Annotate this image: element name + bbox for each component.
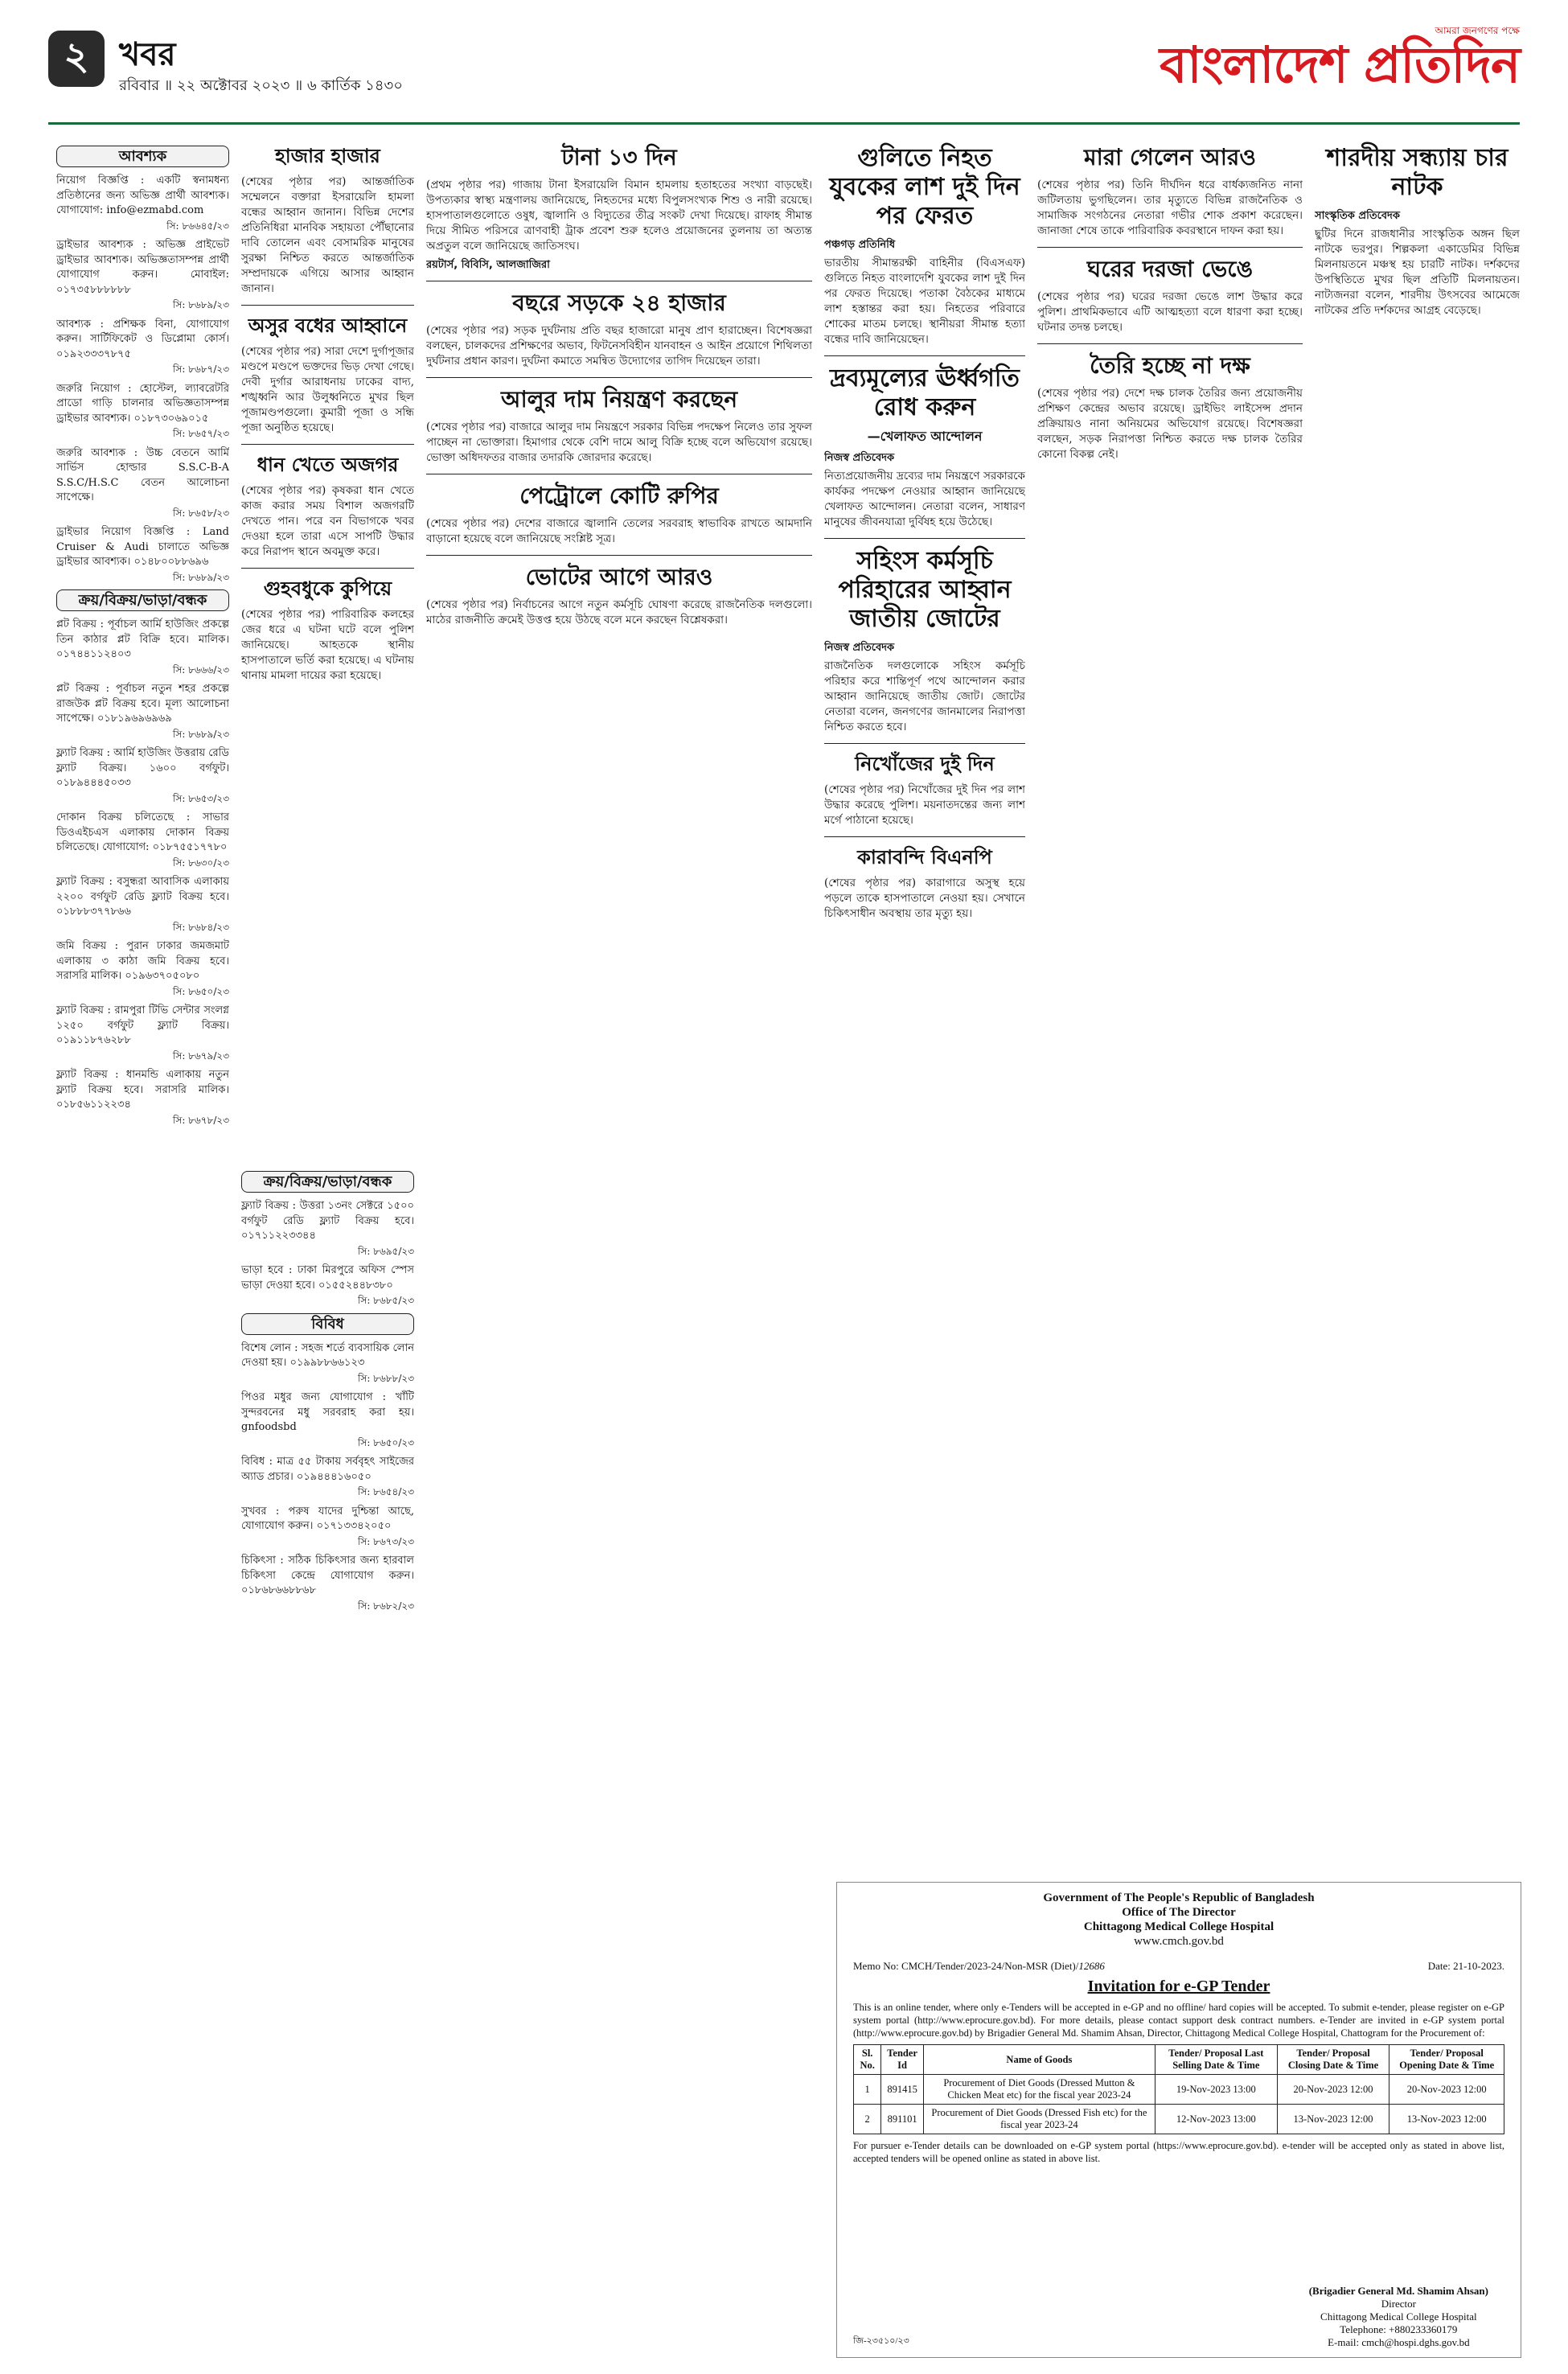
story-body: (শেষের পৃষ্ঠার পর) সারা দেশে দুর্গাপূজার মণ্ডপে মণ্ডপে ভক্তদের ভিড় দেখা গেছে। দেবী দুর্গার আরাধনায় ঢাকের বাদ্য, শঙ্খধ্বনি আর উলুধ্বনিতে মুখর ছিল পূজামণ্ডপগুলো। কুমারী পূজা ও সন্ধি পূজা অনুষ্ঠিত হয়েছে।: [241, 345, 414, 434]
byline: নিজস্ব প্রতিবেদক: [824, 642, 895, 654]
divider: [426, 555, 812, 556]
dateline: রবিবার ॥ ২২ অক্টোবর ২০২৩ ॥ ৬ কার্তিক ১৪৩০: [119, 77, 403, 94]
classified-ad: চিকিৎসা : সঠিক চিকিৎসার জন্য হারবাল চিকিৎসা কেন্দ্রে যোগাযোগ করুন। ০১৮৬৮৬৬৮৮৬৮ সি: ৮৬৮২/২৩: [241, 1555, 414, 1612]
classified-ad: ফ্ল্যাট বিক্রয় : রামপুরা টিভি সেন্টার সংলগ্ন ১২৫০ বর্গফুট ফ্ল্যাট বিক্রয়। ০১৯১১৮৭৬২৮৮ সি: ৮৬৭৯/২৩: [56, 1004, 229, 1062]
tender-header-cell: Tender Id: [881, 2045, 924, 2075]
classified-ad: আবশ্যক : প্রশিক্ষক বিনা, যোগাযোগ করুন। সার্টিফিকেট ও ডিপ্লোমা কোর্স। ০১৯২৩৩৩৭৮৭৫ সি: ৮৬৮৭/২৩: [56, 318, 229, 375]
tender-signature: (Brigadier General Md. Shamim Ahsan) Director Chittagong Medical College Hospital Telephone: +880233360179 E-mail: cmch@hospi.dghs.gov.bd: [1308, 2285, 1488, 2348]
masthead-rule: [48, 122, 1520, 125]
newspaper-logo: [1102, 24, 1520, 113]
headline-petrol: পেট্রোলে কোটি রুপির: [519, 483, 719, 509]
tender-date: Date: 21-10-2023.: [1427, 1960, 1504, 1972]
headline-alu: আলুর দাম নিয়ন্ত্রণ করছেন: [500, 386, 738, 413]
story-body: ভারতীয় সীমান্তরক্ষী বাহিনীর (বিএসএফ) গুলিতে নিহত বাংলাদেশি যুবকের লাশ দুই দিন পর ফেরত দিয়েছে। পতাকা বৈঠকের মাধ্যমে লাশ হস্তান্তর করা হয়। নিহতের পরিবারে শোকের মাতম চলছে। স্থানীয়রা সীমান্ত হত্যা বন্ধের দাবি জানিয়েছেন।: [824, 257, 1025, 346]
classified-ad: নিয়োগ বিজ্ঞপ্তি : একটি স্বনামধন্য প্রতিষ্ঠানের জন্য অভিজ্ঞ প্রার্থী আবশ্যক। যোগাযোগ: info@ezmabd.com সি: ৮৬৬৪৫/২৩: [56, 175, 229, 232]
headline-voter-age: ভোটের আগে আরও: [525, 564, 713, 590]
headline-asur: অসুর বধের আহ্বানে: [248, 314, 408, 337]
story-body: (শেষের পৃষ্ঠার পর) তিনি দীর্ঘদিন ধরে বার্ধক্যজনিত নানা জটিলতায় ভুগছিলেন। তার মৃত্যুতে বিভিন্ন রাজনৈতিক ও সামাজিক সংগঠনের নেতারা গভীর শোক প্রকাশ করেছেন। জানাজা শেষে তাকে পারিবারিক কবরস্থানে দাফন করা হয়।: [1037, 179, 1303, 237]
tender-cell: 1: [854, 2075, 881, 2105]
byline: সাংস্কৃতিক প্রতিবেদক: [1315, 210, 1400, 222]
divider: [241, 444, 414, 445]
byline: নিজস্ব প্রতিবেদক: [824, 452, 895, 464]
divider: [824, 743, 1025, 744]
divider: [824, 538, 1025, 539]
headline-tana-13-din: টানা ১৩ দিন: [561, 144, 677, 170]
tender-meta: [853, 1960, 1504, 1973]
tender-cell: Procurement of Diet Goods (Dressed Fish etc) for the fiscal year 2023-24: [923, 2105, 1155, 2134]
headline-sarok: বছরে সড়কে ২৪ হাজার: [512, 290, 726, 316]
headline-sharodiyo: শারদীয় সন্ধ্যায় চার নাটক: [1326, 144, 1508, 201]
page-number: ২: [48, 31, 105, 87]
tender-cell: Procurement of Diet Goods (Dressed Mutton & Chicken Meat etc) for the fiscal year 2023-24: [923, 2075, 1155, 2105]
headline-guhobodhu: গুহবধুকে কুপিয়ে: [263, 577, 392, 600]
classified-heading-sale: ক্রয়/বিক্রয়/ভাড়া/বন্ধক: [56, 589, 229, 611]
classified-ad: প্লট বিক্রয় : পূর্বাচল নতুন শহর প্রকল্পে রাজউক প্লট বিক্রয় হবে। মূল্য আলোচনা সাপেক্ষে। ০১৮১৯৬৯৬৯৬৯ সি: ৮৬৮৯/২৩: [56, 683, 229, 740]
tender-header-cell: Sl. No.: [854, 2045, 881, 2075]
tender-ref: জি-২৩৫১০/২৩: [853, 2336, 909, 2346]
headline-nikhoj: নিখোঁজের দুই দিন: [855, 753, 995, 775]
headline-attribution: —খেলাফত আন্দোলন: [867, 429, 983, 444]
classified-ad: পিওর মধুর জন্য যোগাযোগ : খাঁটি সুন্দরবনের মধু সরবরাহ করা হয়। gnfoodsbd সি: ৮৬৫০/২৩: [241, 1391, 414, 1448]
classified-ad: ফ্ল্যাট বিক্রয় : বসুন্ধরা আবাসিক এলাকায় ২২০০ বর্গফুট রেডি ফ্ল্যাট বিক্রয় হবে। ০১৮৮৮৩৭৭৮৬৬ সি: ৮৬৮৪/২৩: [56, 876, 229, 933]
story-body: (শেষের পৃষ্ঠার পর) বাজারে আলুর দাম নিয়ন্ত্রণে সরকার বিভিন্ন পদক্ষেপ নিলেও তার সুফল পাচ্ছেন না ভোক্তারা। হিমাগার থেকে বেশি দামে আলু বিক্রি হচ্ছে বলে অভিযোগ রয়েছে। ভোক্তা অধিদফতর বাজার তদারকি জোরদার করেছে।: [426, 421, 812, 464]
tender-cell: 2: [854, 2105, 881, 2134]
headline-guli: গুলিতে নিহত যুবকের লাশ দুই দিন পর ফেরত: [829, 144, 1020, 230]
classified-heading-needed: আবশ্যক: [56, 146, 229, 167]
story-body: (শেষের পৃষ্ঠার পর) দেশের বাজারে জ্বালানি তেলের সরবরাহ স্বাভাবিক রাখতে আমদানি বাড়ানো হয়েছে বলে জানিয়েছে সংশ্লিষ্ট সূত্র।: [426, 517, 812, 545]
story-body: রাজনৈতিক দলগুলোকে সহিংস কর্মসূচি পরিহার করে শান্তিপূর্ণ পথে আন্দোলন করার আহ্বান জানিয়েছে জাতীয় জোট। জোটের নেতারা বলেন, জনগণের জানমালের নিরাপত্তা নিশ্চিত করতে হবে।: [824, 659, 1025, 733]
classified-ad: দোকান বিক্রয় চলিতেছে : সাভার ডিওএইচএস এলাকায় দোকান বিক্রয় চলিতেছে। যোগাযোগ: ০১৮৭৫৫১৭৭৮০ সি: ৮৬৩০/২৩: [56, 811, 229, 869]
tender-cell: 891101: [881, 2105, 924, 2134]
classified-ad: প্লট বিক্রয় : পূর্বাচল আর্মি হাউজিং প্রকল্পে তিন কাঠার প্লট বিক্রি হবে। মালিক। ০১৭৪৪১১২৪০৩ সি: ৮৬৬৬/২৩: [56, 618, 229, 676]
tender-cell: 19-Nov-2023 13:00: [1155, 2075, 1277, 2105]
headline-ajgor: ধান খেতে অজগর: [257, 454, 399, 476]
classified-ad: জরুরি নিয়োগ : হোস্টেল, ল্যাবরেটরি প্রাডো গাড়ি চালনার অভিজ্ঞতাসম্পন্ন ড্রাইভার আবশ্যক। ০১৮৭৩০৬৯০১৫ সি: ৮৬৫৭/২৩: [56, 382, 229, 439]
divider: [241, 568, 414, 569]
story-subhead: রয়টার্স, বিবিসি, আলজাজিরা: [426, 259, 550, 271]
divider: [1037, 343, 1303, 344]
divider: [824, 355, 1025, 356]
divider: [1037, 247, 1303, 248]
classifieds-column: [56, 141, 229, 2360]
story-body: (শেষের পৃষ্ঠার পর) কৃষকরা ধান খেতে কাজ করার সময় বিশাল অজগরটি দেখতে পান। পরে বন বিভাগকে খবর দেওয়া হলে তারা এসে সাপটি উদ্ধার করে নিরাপদ স্থানে অবমুক্ত করে।: [241, 484, 414, 558]
column-2-classifieds: [241, 1166, 414, 2356]
byline: পঞ্চগড় প্রতিনিধি: [824, 239, 896, 251]
story-body: (প্রথম পৃষ্ঠার পর) গাজায় টানা ইসরায়েলি বিমান হামলায় হতাহতের সংখ্যা বাড়ছেই। উপত্যকার স্বাস্থ্য মন্ত্রণালয় জানিয়েছে, নিহতদের মধ্যে বিপুলসংখ্যক শিশু ও নারী রয়েছে। হাসপাতালগুলোতে ওষুধ, জ্বালানি ও বিদ্যুতের তীব্র সংকট দেখা দিয়েছে। রাফাহ সীমান্ত দিয়ে সীমিত পরিসরে ত্রাণবাহী ট্রাক প্রবেশ শুরু হলেও প্রয়োজনের তুলনায় তা অত্যন্ত অপ্রতুল বলে জানিয়েছে জাতিসংঘ।: [426, 179, 812, 253]
column-3-stories: [426, 141, 812, 2360]
story-body: (শেষের পৃষ্ঠার পর) সড়ক দুর্ঘটনায় প্রতি বছর হাজারো মানুষ প্রাণ হারাচ্ছেন। বিশেষজ্ঞরা বলছেন, চালকদের প্রশিক্ষণের অভাব, ফিটনেসবিহীন যানবাহন ও আইন প্রয়োগে শিথিলতা দুর্ঘটনার প্রধান কারণ। দুর্ঘটনা কমাতে সমন্বিত উদ্যোগের তাগিদ দিয়েছেন তারা।: [426, 324, 812, 368]
classified-ad: বিশেষ লোন : সহজ শর্তে ব্যবসায়িক লোন দেওয়া হয়। ০১৯৯৮৮৬৬১২৩ সি: ৮৬৮৮/২৩: [241, 1341, 414, 1384]
logo-name: বাংলাদেশ প্রতিদিন: [1160, 35, 1520, 94]
classified-ad: ফ্ল্যাট বিক্রয় : আর্মি হাউজিং উত্তরায় রেডি ফ্ল্যাট বিক্রয়। ১৬০০ বর্গফুট। ০১৮৯৪৪৪৫০৩৩ সি: ৮৬৫৩/২৩: [56, 747, 229, 804]
tender-gov: Government of The People's Republic of Bangladesh Office of The Director Chittagong Medical College Hospital www.cmch.gov.bd: [1043, 1891, 1315, 1948]
classified-ad: জরুরি আবশ্যক : উচ্চ বেতনে আর্মি সার্ভিস হোল্ডার S.S.C-B-A S.S.C/H.S.C বেতন আলোচনা সাপেক্ষে। সি: ৮৬৫৮/২৩: [56, 446, 229, 519]
headline-mara-gelen: মারা গেলেন আরও: [1084, 144, 1256, 170]
tender-cell: 13-Nov-2023 12:00: [1389, 2105, 1504, 2134]
section-title: খবর: [119, 36, 176, 73]
classified-ad: সুখবর : পরুষ যাদের দুশ্চিন্তা আছে, যোগাযোগ করুন। ০১৭১৩৩৪২০৫০ সি: ৮৬৭৩/২৩: [241, 1505, 414, 1547]
headline-ghorer-dorja: ঘরের দরজা ভেঙে: [1086, 256, 1254, 282]
classified-ad: জমি বিক্রয় : পুরান ঢাকার জমজমাট এলাকায় ৩ কাঠা জমি বিক্রয় হবে। সরাসরি মালিক। ০১৯৬৩৭০৫০৮০ সি: ৮৬৫০/২৩: [56, 940, 229, 997]
divider: [241, 305, 414, 306]
classified-heading-sale: ক্রয়/বিক্রয়/ভাড়া/বন্ধক: [241, 1171, 414, 1193]
column-6-stories: [1315, 141, 1520, 1870]
column-5-stories: [1037, 141, 1303, 1870]
column-2-stories: [241, 141, 414, 1162]
tender-table: [853, 2044, 1504, 2134]
headline-hajar: হাজার হাজার: [275, 145, 380, 167]
story-body: (শেষের পৃষ্ঠার পর) দেশে দক্ষ চালক তৈরির জন্য প্রয়োজনীয় প্রশিক্ষণ কেন্দ্রের অভাব রয়েছে। ড্রাইভিং লাইসেন্স প্রদান প্রক্রিয়ায়ও নানা অনিয়মের অভিযোগ রয়েছে। বিশেষজ্ঞরা বলছেন, সড়ক নিরাপত্তা নিশ্চিত করতে দক্ষ চালক তৈরির কোনো বিকল্প নেই।: [1037, 387, 1303, 461]
tender-notice: [836, 1882, 1521, 2358]
tender-footer: For pursuer e-Tender details can be downloaded on e-GP system portal (https://www.eprocure.gov.bd). e-tender will be accepted only as stated in above list, accepted tenders will be opened online as stated in above list.: [853, 2140, 1504, 2164]
headline-dokkho: তৈরি হচ্ছে না দক্ষ: [1090, 352, 1250, 379]
tender-row: [854, 2105, 1504, 2134]
headline-drobbomulya: দ্রব্যমূল্যের ঊর্ধ্বগতি রোধ করুন: [830, 364, 1020, 421]
tender-row: [854, 2075, 1504, 2105]
headline-karabondi: কারাবন্দি বিএনপি: [857, 846, 992, 869]
divider: [824, 836, 1025, 837]
logo-tagline: আমরা জনগণের পক্ষে: [1435, 25, 1520, 36]
classified-ad: ভাড়া হবে : ঢাকা মিরপুরে অফিস স্পেস ভাড়া দেওয়া হবে। ০১৫৫২৪৪৮৩৮০ সি: ৮৬৮৫/২৩: [241, 1264, 414, 1306]
tender-cell: 20-Nov-2023 12:00: [1389, 2075, 1504, 2105]
tender-header-cell: Tender/ Proposal Last Selling Date & Time: [1155, 2045, 1277, 2075]
story-body: (শেষের পৃষ্ঠার পর) আন্তর্জাতিক সম্মেলনে বক্তারা ইসরায়েলি হামলা বন্ধের আহ্বান জানান। বিভিন্ন দেশের প্রতিনিধিরা মানবিক সহায়তা পৌঁছানোর দাবি তোলেন এবং বেসামরিক মানুষের সুরক্ষা নিশ্চিত করতে আন্তর্জাতিক সম্প্রদায়কে এগিয়ে আসার আহ্বান জানান।: [241, 175, 414, 295]
tender-intro: This is an online tender, where only e-Tenders will be accepted in e-GP and no offline/ hard copies will be accepted. To submit e-tender, please register on e-GP system portal (http://www.eprocure.gov.bd). For more details, please contact support desk contract numbers. e-Tender are invited in e-GP system portal (http://www.eprocure.gov.bd) by Brigadier General Md. Shamim Ahsan, Director, Chittagong Medical College Hospital, Chattogram for the Procurement of:: [853, 2002, 1504, 2039]
tender-cell: 13-Nov-2023 12:00: [1277, 2105, 1389, 2134]
classified-ad: বিবিধ : মাত্র ৫৫ টাকায় সর্ববৃহৎ সাইজের অ্যাড প্রচার। ০১৯৪৪৪১৬০৫০ সি: ৮৬৫৪/২৩: [241, 1456, 414, 1497]
tender-header-cell: Name of Goods: [923, 2045, 1155, 2075]
classified-ad: ড্রাইভার আবশ্যক : অভিজ্ঞ প্রাইভেট ড্রাইভার আবশ্যক। অভিজ্ঞতাসম্পন্ন প্রার্থী যোগাযোগ করুন। মোবাইল: ০১৭৩৫৮৮৮৮৮৮ সি: ৮৬৮৯/২৩: [56, 239, 229, 310]
story-body: (শেষের পৃষ্ঠার পর) পারিবারিক কলহের জের ধরে এ ঘটনা ঘটে বলে পুলিশ জানিয়েছে। আহতকে স্থানীয় হাসপাতালে ভর্তি করা হয়েছে। এ ঘটনায় থানায় মামলা দায়ের করা হয়েছে।: [241, 608, 414, 682]
tender-cell: 20-Nov-2023 12:00: [1277, 2075, 1389, 2105]
tender-cell: 12-Nov-2023 13:00: [1155, 2105, 1277, 2134]
tender-memo: Memo No: CMCH/Tender/2023-24/Non-MSR (Diet)/12686: [853, 1960, 1105, 1972]
tender-header-cell: Tender/ Proposal Closing Date & Time: [1277, 2045, 1389, 2075]
classified-heading-misc: বিবিধ: [241, 1313, 414, 1335]
headline-shohingsho: সহিংস কর্মসূচি পরিহারের আহ্বান জাতীয় জোটের: [838, 547, 1012, 633]
story-body: নিত্যপ্রয়োজনীয় দ্রব্যের দাম নিয়ন্ত্রণে সরকারকে কার্যকর পদক্ষেপ নেওয়ার আহ্বান জানিয়েছে খেলাফত আন্দোলন। নেতারা বলেন, সাধারণ মানুষের জীবনযাত্রা দুর্বিষহ হয়ে উঠেছে।: [824, 470, 1025, 528]
story-body: (শেষের পৃষ্ঠার পর) নির্বাচনের আগে নতুন কর্মসূচি ঘোষণা করেছে রাজনৈতিক দলগুলো। মাঠের রাজনীতি ক্রমেই উত্তপ্ত হয়ে উঠছে বলে মনে করছেন বিশ্লেষকরা।: [426, 598, 812, 626]
classified-ad: ফ্ল্যাট বিক্রয় : ধানমন্ডি এলাকায় নতুন ফ্ল্যাট বিক্রয় হবে। সরাসরি মালিক। ০১৮৫৬১১২২৩৪ সি: ৮৬৭৮/২৩: [56, 1069, 229, 1126]
masthead: [48, 24, 1520, 121]
tender-header-cell: Tender/ Proposal Opening Date & Time: [1389, 2045, 1504, 2075]
tender-title: Invitation for e-GP Tender: [1087, 1978, 1270, 1995]
tender-cell: 891415: [881, 2075, 924, 2105]
story-body: (শেষের পৃষ্ঠার পর) কারাগারে অসুস্থ হয়ে পড়লে তাকে হাসপাতালে নেওয়া হয়। সেখানে চিকিৎসাধীন অবস্থায় তার মৃত্যু হয়।: [824, 877, 1025, 920]
story-body: (শেষের পৃষ্ঠার পর) ঘরের দরজা ভেঙে লাশ উদ্ধার করে পুলিশ। প্রাথমিকভাবে এটি আত্মহত্যা বলে ধারণা করা হচ্ছে। ঘটনার তদন্ত চলছে।: [1037, 290, 1303, 334]
column-4-stories: [824, 141, 1025, 1870]
classified-ad: ফ্ল্যাট বিক্রয় : উত্তরা ১৩নং সেক্টরে ১৫০০ বর্গফুট রেডি ফ্ল্যাট বিক্রয় হবে। ০১৭১১২২৩৩৪৪ সি: ৮৬৯৫/২৩: [241, 1200, 414, 1257]
story-body: (শেষের পৃষ্ঠার পর) নিখোঁজের দুই দিন পর লাশ উদ্ধার করেছে পুলিশ। ময়নাতদন্তের জন্য লাশ মর্গে পাঠানো হয়েছে।: [824, 783, 1025, 827]
story-body: ছুটির দিনে রাজধানীর সাংস্কৃতিক অঙ্গন ছিল নাটকে ভরপুর। শিল্পকলা একাডেমির বিভিন্ন মিলনায়তনে মঞ্চস্থ হয় চারটি নাটক। দর্শকদের উপস্থিতিতে মুখর ছিল প্রতিটি মিলনায়তন। নাট্যজনরা বলেন, শারদীয় উৎসবের আমেজে নাটকের প্রতি দর্শকদের আগ্রহ বেড়েছে।: [1315, 228, 1520, 317]
divider: [426, 377, 812, 378]
classified-ad: ড্রাইভার নিয়োগ বিজ্ঞপ্তি : Land Cruiser & Audi চালাতে অভিজ্ঞ ড্রাইভার আবশ্যক। ০১৪৮০০৮৮৬৯৬ সি: ৮৬৮৯/২৩: [56, 526, 229, 583]
